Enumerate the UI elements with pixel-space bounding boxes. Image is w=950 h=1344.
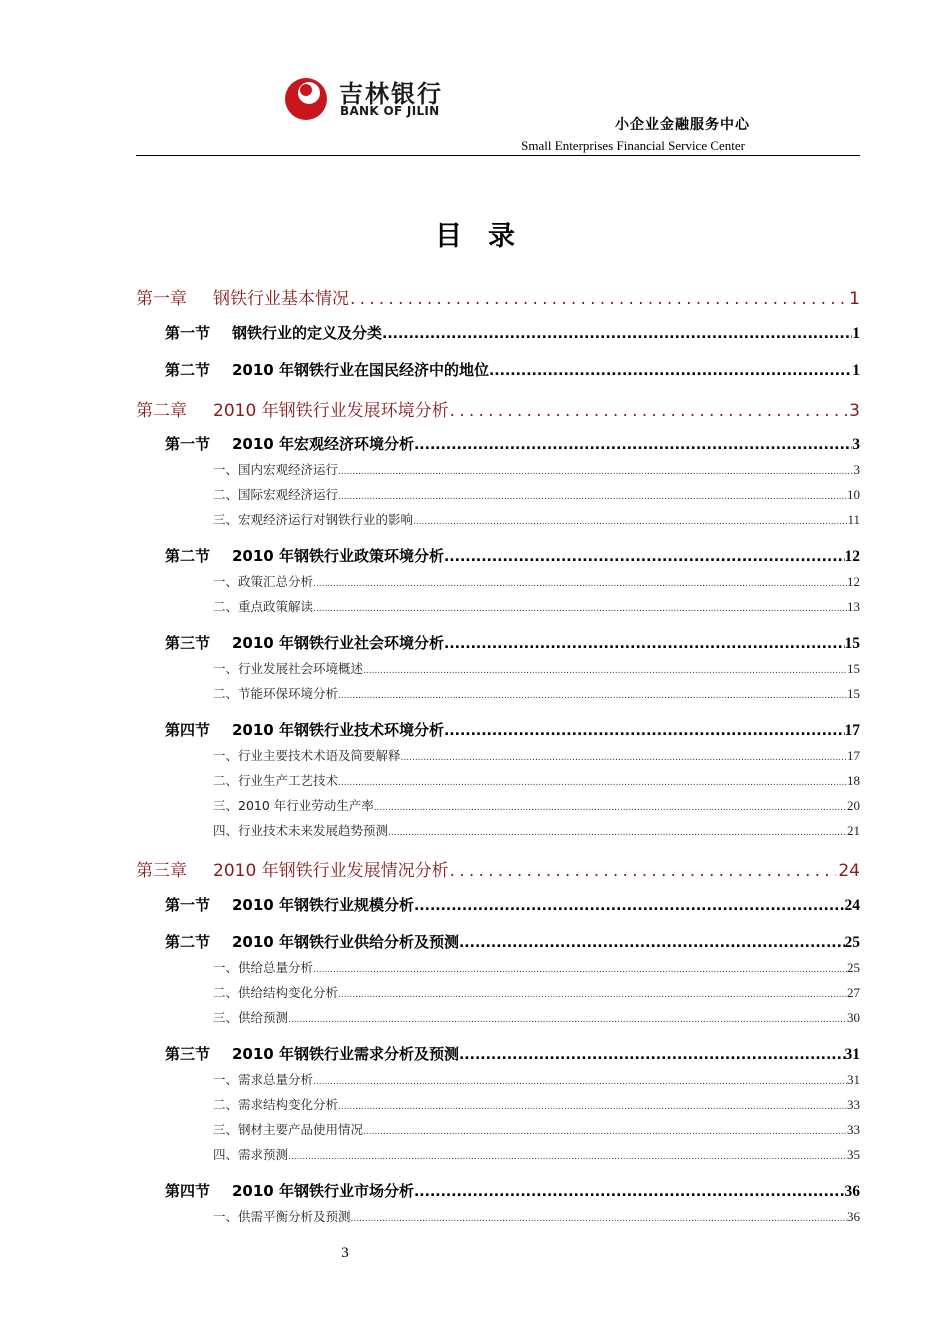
toc-dot-leader — [313, 604, 847, 614]
toc-chapter-number: 第三章 — [136, 861, 187, 881]
toc-item-title: 四、需求预测 — [213, 1147, 289, 1162]
toc-page-number: 25 — [847, 960, 860, 975]
toc-item[interactable] — [213, 796, 860, 814]
toc-section[interactable] — [165, 433, 860, 454]
header-divider — [136, 155, 860, 156]
toc-item-title: 一、供给总量分析 — [213, 960, 314, 975]
toc-section-title: 2010 年钢铁行业需求分析及预测 — [232, 1045, 459, 1063]
toc-dot-leader — [363, 1127, 847, 1137]
toc-page-number: 15 — [847, 686, 860, 701]
toc-page-number: 3 — [853, 462, 860, 477]
toc-section[interactable] — [165, 322, 860, 343]
toc-section-number: 第四节 — [165, 721, 211, 739]
toc-item[interactable] — [213, 958, 860, 976]
toc-item-title: 二、供给结构变化分析 — [213, 985, 339, 1000]
bank-name-cn: 吉林银行 — [339, 80, 443, 108]
toc-section-number: 第一节 — [165, 896, 211, 914]
toc-section-title: 2010 年钢铁行业政策环境分析 — [232, 547, 444, 565]
toc-page-number: 1 — [852, 362, 860, 379]
toc-dot-leader — [450, 401, 848, 421]
toc-section-number: 第三节 — [165, 1045, 211, 1063]
toc-item-title: 一、国内宏观经济运行 — [213, 462, 339, 477]
toc-section[interactable] — [165, 545, 860, 566]
toc-item-title: 二、需求结构变化分析 — [213, 1097, 339, 1112]
toc-page-number: 10 — [847, 487, 860, 502]
toc-dot-leader — [413, 517, 847, 527]
bank-name-en: BANK OF JILIN — [340, 104, 440, 118]
toc-title: 目录 — [435, 221, 541, 252]
toc-section[interactable] — [165, 1043, 860, 1064]
toc-chapter[interactable] — [136, 856, 860, 881]
toc-item[interactable] — [213, 746, 860, 764]
toc-item-title: 二、重点政策解读 — [213, 599, 314, 614]
toc-item-title: 一、供需平衡分析及预测 — [213, 1209, 351, 1224]
toc-item-title: 一、行业主要技术术语及简要解释 — [213, 748, 401, 763]
toc-item-title: 三、钢材主要产品使用情况 — [213, 1122, 364, 1137]
toc-chapter-title: 钢铁行业基本情况 — [213, 289, 349, 309]
toc-item-title: 三、宏观经济运行对钢铁行业的影响 — [213, 512, 414, 527]
center-name-en: Small Enterprises Financial Service Center — [521, 138, 745, 153]
toc-item[interactable] — [213, 485, 860, 503]
toc-item[interactable] — [213, 821, 860, 839]
toc-page-number: 15 — [847, 661, 860, 676]
toc-item-title: 二、国际宏观经济运行 — [213, 487, 339, 502]
toc-page-number: 12 — [847, 574, 860, 589]
toc-item[interactable] — [213, 1207, 860, 1225]
toc-section-title: 钢铁行业的定义及分类 — [232, 324, 383, 342]
toc-dot-leader — [363, 666, 847, 676]
toc-page-number: 24 — [838, 861, 860, 881]
toc-item[interactable] — [213, 771, 860, 789]
toc-chapter-title: 2010 年钢铁行业发展情况分析 — [213, 861, 449, 881]
toc-page-number: 3 — [849, 401, 860, 421]
toc-page-number: 20 — [847, 798, 860, 813]
toc-item[interactable] — [213, 572, 860, 590]
toc-dot-leader — [414, 898, 845, 914]
toc-page-number: 30 — [847, 1010, 860, 1025]
toc-page-number: 21 — [847, 823, 860, 838]
toc-item[interactable] — [213, 684, 860, 702]
toc-dot-leader — [374, 803, 847, 813]
toc-page-number: 15 — [844, 635, 860, 652]
toc-item-title: 一、需求总量分析 — [213, 1072, 314, 1087]
toc-section-number: 第二节 — [165, 361, 211, 379]
toc-item[interactable] — [213, 510, 860, 528]
toc-dot-leader — [338, 492, 847, 502]
toc-dot-leader — [444, 723, 845, 739]
toc-dot-leader — [444, 636, 845, 652]
toc-item[interactable] — [213, 1145, 860, 1163]
toc-item[interactable] — [213, 1070, 860, 1088]
toc-chapter-title: 2010 年钢铁行业发展环境分析 — [213, 401, 449, 421]
toc-page-number: 17 — [844, 722, 860, 739]
toc-page-number: 24 — [844, 897, 860, 914]
toc-section-number: 第一节 — [165, 324, 211, 342]
toc-chapter-number: 第二章 — [136, 401, 187, 421]
toc-dot-leader — [382, 326, 852, 342]
toc-dot-leader — [338, 778, 847, 788]
toc-item-title: 二、节能环保环境分析 — [213, 686, 339, 701]
toc-page-number: 33 — [847, 1097, 860, 1112]
toc-item-title: 三、2010 年行业劳动生产率 — [213, 798, 374, 813]
toc-section[interactable] — [165, 359, 860, 380]
toc-section-title: 2010 年钢铁行业市场分析 — [232, 1182, 414, 1200]
toc-chapter[interactable] — [136, 284, 860, 309]
toc-section-title: 2010 年钢铁行业供给分析及预测 — [232, 933, 459, 951]
toc-section-title: 2010 年钢铁行业规模分析 — [232, 896, 414, 914]
toc-section-number: 第一节 — [165, 435, 211, 453]
toc-dot-leader — [489, 363, 852, 379]
toc-dot-leader — [338, 990, 847, 1000]
toc-dot-leader — [350, 289, 847, 309]
toc-item-title: 一、行业发展社会环境概述 — [213, 661, 364, 676]
toc-dot-leader — [288, 1015, 847, 1025]
center-name-cn: 小企业金融服务中心 — [615, 117, 750, 133]
toc-page-number: 33 — [847, 1122, 860, 1137]
toc-page-number: 12 — [844, 548, 860, 565]
toc-dot-leader — [351, 1214, 847, 1224]
toc-page-number: 1 — [852, 325, 860, 342]
bank-logo — [283, 72, 483, 126]
toc-dot-leader — [444, 549, 845, 565]
toc-item-title: 二、行业生产工艺技术 — [213, 773, 339, 788]
toc-item[interactable] — [213, 1008, 860, 1026]
toc-item[interactable] — [213, 1120, 860, 1138]
toc-section-title: 2010 年宏观经济环境分析 — [232, 435, 414, 453]
toc-dot-leader — [313, 965, 847, 975]
toc-item-title: 四、行业技术未来发展趋势预测 — [213, 823, 389, 838]
toc-dot-leader — [459, 1047, 845, 1063]
toc-page-number: 17 — [847, 748, 860, 763]
toc-page-number: 13 — [847, 599, 860, 614]
toc-dot-leader — [338, 1102, 847, 1112]
toc-dot-leader — [388, 828, 847, 838]
toc-section-title: 2010 年钢铁行业社会环境分析 — [232, 634, 444, 652]
toc-item[interactable] — [213, 983, 860, 1001]
toc-section-number: 第二节 — [165, 933, 211, 951]
toc-section-title: 2010 年钢铁行业技术环境分析 — [232, 721, 444, 739]
toc-section-number: 第三节 — [165, 634, 211, 652]
toc-section[interactable] — [165, 894, 860, 915]
toc-chapter[interactable] — [136, 396, 860, 421]
toc-page-number: 31 — [844, 1046, 860, 1063]
toc-section-title: 2010 年钢铁行业在国民经济中的地位 — [232, 361, 489, 379]
toc-dot-leader — [313, 579, 847, 589]
toc-page-number: 31 — [847, 1072, 860, 1087]
toc-item-title: 一、政策汇总分析 — [213, 574, 314, 589]
toc-page-number: 36 — [844, 1183, 860, 1200]
toc-section[interactable] — [165, 1180, 860, 1201]
toc-item[interactable] — [213, 1095, 860, 1113]
toc-page-number: 35 — [847, 1147, 860, 1162]
toc-dot-leader — [450, 861, 837, 881]
toc-page-number: 11 — [847, 512, 860, 527]
toc-page-number: 18 — [847, 773, 860, 788]
toc-section[interactable] — [165, 632, 860, 653]
toc-item-title: 三、供给预测 — [213, 1010, 289, 1025]
toc-page-number: 36 — [847, 1209, 860, 1224]
toc-page-number: 25 — [844, 934, 860, 951]
toc-page-number: 3 — [852, 436, 860, 453]
toc-dot-leader — [313, 1077, 847, 1087]
toc-page-number: 1 — [849, 289, 860, 309]
toc-dot-leader — [459, 935, 845, 951]
toc-section-number: 第四节 — [165, 1182, 211, 1200]
toc-item[interactable] — [213, 460, 860, 478]
toc-chapter-number: 第一章 — [136, 289, 187, 309]
toc-dot-leader — [338, 467, 853, 477]
toc-section[interactable] — [165, 719, 860, 740]
toc-section[interactable] — [165, 931, 860, 952]
page-number: 3 — [341, 1245, 349, 1261]
toc-dot-leader — [288, 1152, 847, 1162]
toc-dot-leader — [414, 437, 852, 453]
toc-item[interactable] — [213, 597, 860, 615]
toc-section-number: 第二节 — [165, 547, 211, 565]
toc-dot-leader — [338, 691, 847, 701]
toc-item[interactable] — [213, 659, 860, 677]
toc-dot-leader — [414, 1184, 845, 1200]
toc-dot-leader — [401, 753, 847, 763]
toc-page-number: 27 — [847, 985, 860, 1000]
bank-logo-icon — [283, 76, 329, 122]
